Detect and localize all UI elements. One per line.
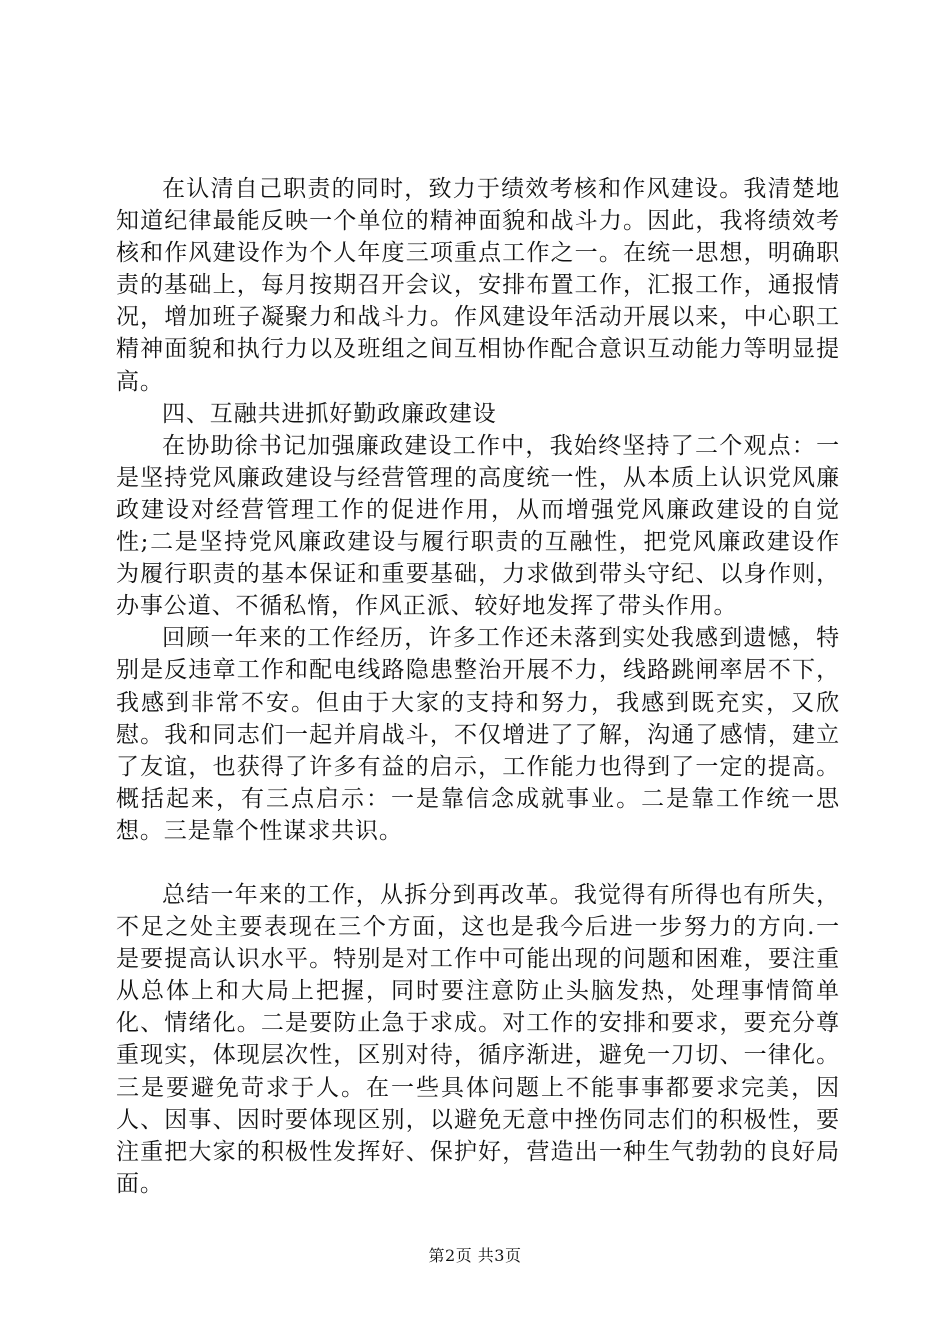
paragraph-summary: 总结一年来的工作，从拆分到再改革。我觉得有所得也有所失，不足之处主要表现在三个方面，这也是我今后进一步努力的方向.一是要提高认识水平。特别是对工作中可能出现的问题和困难，要注重从总体上和大局上把握，同时要注意防止头脑发热，处理事情简单化、情绪化。二是要防止急于求成。对工作的安排和要求，要充分尊重现实，体现层次性，区别对待，循序渐进，避免一刀切、一律化。三是要避免苛求于人。在一些具体问题上不能事事都要求完美，因人、因事、因时要体现区别，以避免无意中挫伤同志们的积极性，要注重把大家的积极性发挥好、保护好，营造出一种生气勃勃的良好局面。	[116, 881, 840, 1197]
document-body	[116, 173, 840, 1200]
paragraph-spacer	[116, 847, 840, 879]
section-heading-integrity: 四、互融共进抓好勤政廉政建设	[162, 400, 497, 427]
page-number-footer: 第2页 共3页	[428, 1246, 522, 1265]
paragraph-review: 回顾一年来的工作经历，许多工作还未落到实处我感到遗憾，特别是反违章工作和配电线路隐患整治开展不力，线路跳闸率居不下，我感到非常不安。但由于大家的支持和努力，我感到既充实，又欣慰。我和同志们一起并肩战斗，不仅增进了了解，沟通了感情，建立了友谊，也获得了许多有益的启示，工作能力也得到了一定的提高。概括起来，有三点启示：一是靠信念成就事业。二是靠工作统一思想。三是靠个性谋求共识。	[116, 625, 840, 844]
paragraph-integrity: 在协助徐书记加强廉政建设工作中，我始终坚持了二个观点：一是坚持党风廉政建设与经营管理的高度统一性，从本质上认识党风廉政建设对经营管理工作的促进作用，从而增强党风廉政建设的自觉性;二是坚持党风廉政建设与履行职责的互融性，把党风廉政建设作为履行职责的基本保证和重要基础，力求做到带头守纪、以身作则，办事公道、不循私惰，作风正派、较好地发挥了带头作用。	[116, 432, 840, 620]
paragraph-work-style: 在认清自己职责的同时，致力于绩效考核和作风建设。我清楚地知道纪律最能反映一个单位的精神面貌和战斗力。因此，我将绩效考核和作风建设作为个人年度三项重点工作之一。在统一思想，明确职责的基础上，每月按期召开会议，安排布置工作，汇报工作，通报情况，增加班子凝聚力和战斗力。作风建设年活动开展以来，中心职工精神面貌和执行力以及班组之间互相协作配合意识互动能力等明显提高。	[116, 176, 840, 395]
